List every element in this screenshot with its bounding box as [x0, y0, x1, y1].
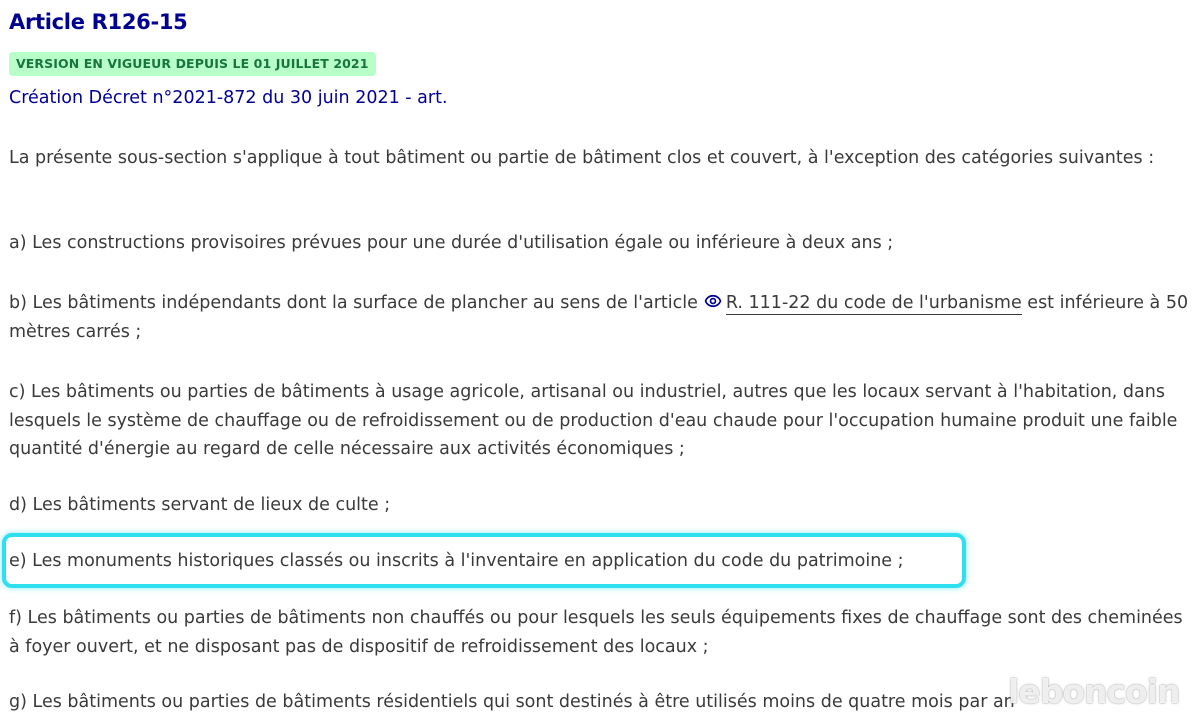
item-e-paragraph: e) Les monuments historiques classés ou inscrits à l'inventaire en application du code du patrimoine ; — [9, 551, 904, 571]
article-title: Article R126-15 — [9, 10, 188, 34]
version-badge: VERSION EN VIGUEUR DEPUIS LE 01 JUILLET 2021 — [9, 52, 376, 76]
eye-icon[interactable] — [704, 292, 722, 310]
intro-paragraph: La présente sous-section s'applique à tout bâtiment ou partie de bâtiment clos et couvert, à l'exception des catégories suivantes : — [9, 148, 1155, 168]
item-b-text-end: est inférieure à 50 mètres carrés ; — [9, 293, 1189, 342]
item-a-paragraph: a) Les constructions provisoires prévues pour une durée d'utilisation égale ou inférieure à deux ans ; — [9, 233, 894, 253]
leboncoin-watermark: leboncoin — [1008, 672, 1180, 711]
item-d-paragraph: d) Les bâtiments servant de lieux de culte ; — [9, 495, 391, 515]
item-b-text: b) Les bâtiments indépendants dont la surface de plancher au sens de l'article — [9, 293, 698, 313]
creation-reference[interactable]: Création Décret n°2021-872 du 30 juin 2021 - art. — [9, 88, 448, 108]
item-f-paragraph: f) Les bâtiments ou parties de bâtiments non chauffés ou pour lesquels les seuls équipements fixes de chauffage sont des cheminées à foyer ouvert, et ne disposant pas de dispositif de refroidissement des locaux ; — [9, 608, 1183, 657]
item-b-paragraph — [9, 289, 1189, 346]
item-g-paragraph: g) Les bâtiments ou parties de bâtiments résidentiels qui sont destinés à être utilisés moins de quatre mois par an — [9, 692, 1015, 712]
urbanisme-article-link[interactable]: R. 111-22 du code de l'urbanisme — [725, 293, 1022, 313]
item-c-paragraph: c) Les bâtiments ou parties de bâtiments à usage agricole, artisanal ou industriel, autres que les locaux servant à l'habitation, dans lesquels le système de chauffage ou de refroidissement ou de production d'eau chaude pour l'occupation humaine produit une faible quantité d'énergie au regard de celle nécessaire aux activités économiques ; — [9, 382, 1178, 459]
